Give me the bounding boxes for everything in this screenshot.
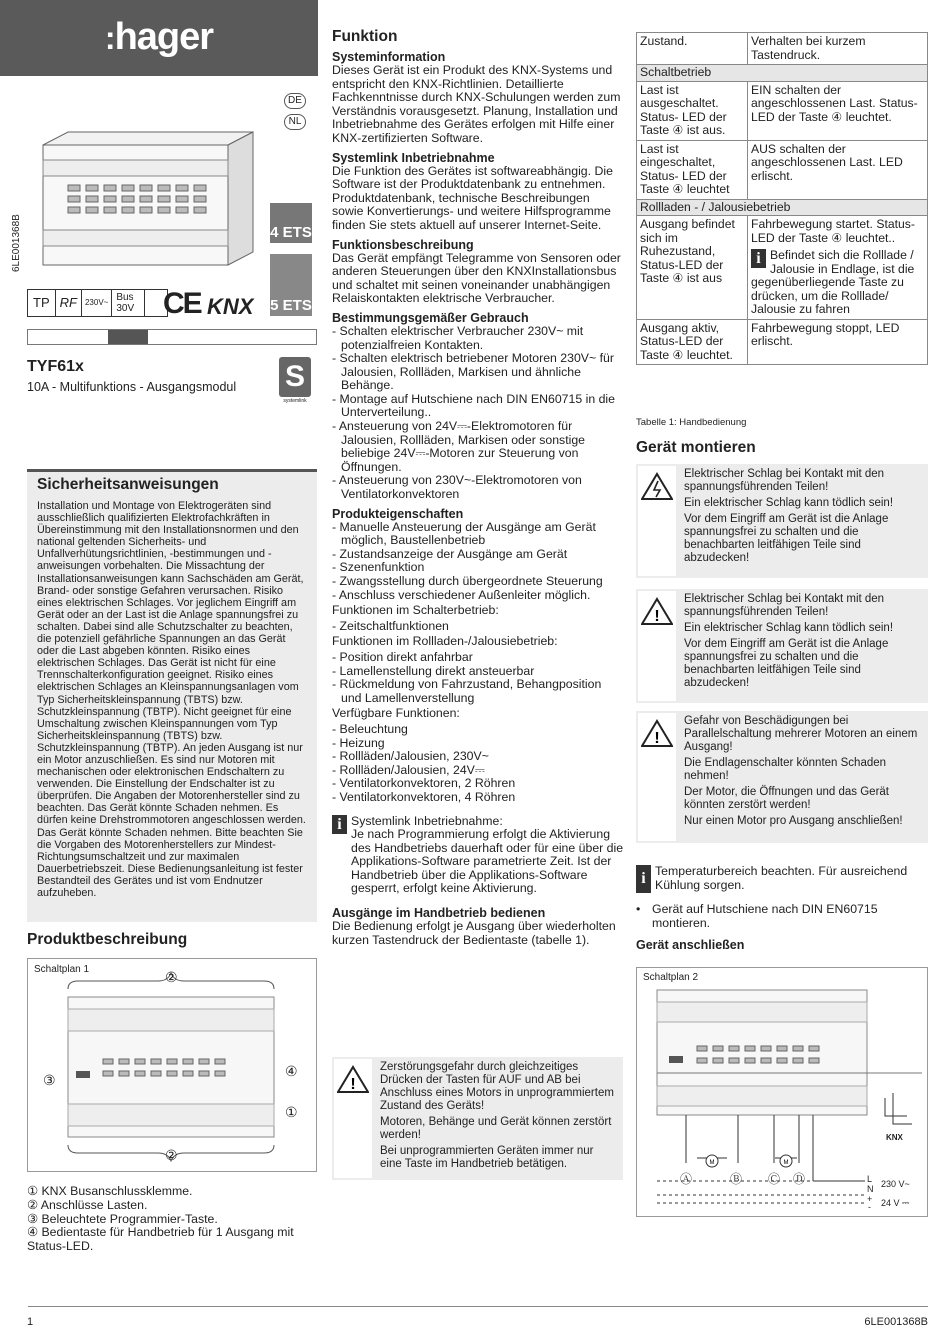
schaltplan-1-drawing: [28, 959, 316, 1171]
warning-line: Bei unprogrammierten Geräten immer nur eine Taste im Handbetrieb betätigen.: [380, 1145, 594, 1170]
systeminfo-text: Dieses Gerät ist ein Produkt des KNX-Systems und entspricht den KNX-Richtlinien. Detaillierte Fachkenntnisse durch KNX-Schulungen werden zum Verständnis vorausgesetzt. Planung, Installation und Inbetriebnahme des Gerätes erfolgen mit Hilfe einer KNX-zertifizierten Software.: [332, 63, 621, 145]
warning-line: Elektrischer Schlag bei Kontakt mit den spannungsführenden Teilen!: [684, 468, 885, 493]
list-item: - Ansteuerung von 230V~-Elektromotoren von Ventilatorkonvektoren: [332, 474, 624, 501]
line-n-label: N: [867, 1184, 874, 1194]
vertical-doc-code: 6LE001368B: [11, 214, 22, 272]
schaltplan-1-label: Schaltplan 1: [34, 964, 90, 975]
label-bar: [27, 329, 317, 345]
ets4-badge: 4 ETS: [270, 203, 312, 243]
list-item: - Ansteuerung von 24V⎓-Elektromotoren für Jalousien, Rollläden, Markisen oder sonstige beliebige 24V⎓-Motoren zur Steuerung von Öffnungen.: [332, 420, 624, 474]
list-item: - Montage auf Hutschiene nach DIN EN60715 in die Unterverteilung..: [332, 393, 624, 420]
funktionsbeschreibung-text: Das Gerät empfängt Telegramme von Sensoren oder anderen Steuerungen über den KNXInstallationsbus und schaltet mit seinen voneinander unabhängigen Relaiskontakten elektrische Verbraucher.: [332, 250, 621, 306]
legend-list: [27, 1185, 317, 1254]
footer-divider: [28, 1306, 928, 1307]
footer-doc-code: 6LE001368B: [864, 1316, 928, 1328]
rollladen-list: [332, 651, 624, 705]
knx-logo: KNX: [207, 294, 254, 319]
table-cell: Ausgang aktiv, Status-LED der Taste ④ leuchtet.: [637, 319, 748, 365]
systemlink-info-note: [332, 815, 624, 897]
warning-line: Motoren, Behänge und Gerät können zerstört werden!: [380, 1116, 612, 1141]
eigenschaften-list: [332, 521, 624, 603]
schaltplan-2: [636, 967, 928, 1217]
table-group-label: Rollladen - / Jalousiebetrieb: [637, 199, 928, 216]
warning-triangle-icon: [641, 597, 673, 625]
handbetrieb-text: Die Bedienung erfolgt je Ausgang über wiederholten kurzen Tastendruck der Bedientaste (tabelle 1).: [332, 919, 616, 947]
warning-line: Ein elektrischer Schlag kann tödlich sein!: [684, 622, 894, 634]
table-info-note: [751, 249, 924, 317]
lang-badge-de: DE: [284, 93, 306, 109]
systeminfo-title: Systeminformation: [332, 50, 446, 64]
table-caption: Tabelle 1: Handbedienung: [636, 417, 747, 428]
temperature-info-text: Temperaturbereich beachten. Für ausreichend Kühlung sorgen.: [655, 864, 908, 892]
ce-mark: CE: [163, 287, 201, 320]
warning-triangle-icon: [337, 1065, 369, 1093]
table-cell: Zustand.: [637, 33, 748, 65]
destruction-warning: [332, 1057, 623, 1180]
rf-badge: RF: [56, 290, 82, 316]
list-item: - Zwangsstellung durch übergeordnete Steuerung: [332, 575, 624, 589]
warning-line: Vor dem Eingriff am Gerät ist die Anlage spannungsfrei zu schalten und die benachbarten leitfähigen Teile sind abzudecken!: [684, 513, 889, 564]
list-item: - Rückmeldung von Fahrzustand, Behangposition und Lamellenverstellung: [332, 678, 624, 705]
svg-text:!: !: [654, 730, 660, 747]
bus-badge: Bus 30V: [112, 290, 145, 316]
warning-line: Gefahr von Beschädigungen bei Parallelschaltung mehrerer Motoren an einem Ausgang!: [684, 715, 918, 753]
svg-text:M: M: [783, 1160, 789, 1166]
terminal-d-label: Ⓓ: [793, 1172, 806, 1186]
lang-badge-nl: NL: [284, 114, 306, 130]
line-l-label: L: [867, 1174, 873, 1184]
list-item: - Szenenfunktion: [332, 561, 624, 575]
table-cell: AUS schalten der angeschlossenen Last. LED erlischt.: [748, 140, 928, 199]
table-cell: Fahrbewegung stoppt, LED erlischt.: [748, 319, 928, 365]
voltage-badge: 230V~: [82, 290, 112, 316]
table-info-text: Befindet sich die Rolllade / Jalousie in Endlage, ist die gegenüberliegende Taste zu drücken, um die Rolllade/ Jalousie zu fahren: [751, 248, 915, 316]
table-group-row: [637, 65, 928, 82]
list-item: - Ventilatorkonvektoren, 4 Röhren: [332, 791, 624, 805]
callout-3: ③: [43, 1072, 56, 1088]
svg-text:M: M: [709, 1160, 715, 1166]
info-icon: i: [332, 815, 347, 834]
info-icon: i: [636, 865, 651, 893]
list-item: - Beleuchtung: [332, 723, 624, 737]
systemlink-label: systemlink: [283, 398, 307, 404]
schalter-list: [332, 620, 624, 634]
safety-box: [27, 469, 317, 922]
shock-warning-2: [636, 589, 928, 703]
table-row: [637, 33, 928, 65]
safety-title: Sicherheitsanweisungen: [37, 476, 219, 493]
warning-line: Der Motor, die Öffnungen und das Gerät könnten zerstört werden!: [684, 786, 889, 811]
list-item: - Lamellenstellung direkt ansteuerbar: [332, 665, 624, 679]
ets5-badge: 5 ETS: [270, 254, 312, 316]
callout-1: ①: [285, 1104, 298, 1120]
temperature-info-note: [636, 865, 928, 893]
table-row: [637, 319, 928, 365]
knx-bus-label: KNX: [886, 1133, 903, 1142]
supply-24v-label: 24 V ⎓: [881, 1198, 910, 1208]
legend-item: ② Anschlüsse Lasten.: [27, 1197, 148, 1212]
list-item: - Manuelle Ansteuerung der Ausgänge am Gerät möglich, Baustellenbetrieb: [332, 521, 624, 548]
info-text: Je nach Programmierung erfolgt die Aktivierung des Handbetriebs dauerhaft oder für eine über die Applikations-Software parametrierte Zeit. Ist der Handbetrieb über die Applikations-Software gesperrt, erfolgt keine Aktivierung.: [351, 827, 624, 896]
table-cell: [748, 216, 928, 320]
warning-line: Ein elektrischer Schlag kann tödlich sein!: [684, 497, 894, 509]
info-title: Systemlink Inbetriebnahme:: [351, 813, 503, 828]
din-rail-bullet: • Gerät auf Hutschiene nach DIN EN60715 montieren.: [636, 903, 928, 930]
product-name: TYF61x: [27, 358, 84, 375]
handbedienung-table: [636, 32, 928, 365]
legend-item: ③ Beleuchtete Programmier-Taste.: [27, 1211, 218, 1226]
table-group-label: Schaltbetrieb: [637, 65, 928, 82]
legend-item: ④ Bedientaste für Handbetrieb für 1 Ausgang mit Status-LED.: [27, 1225, 294, 1254]
list-item: - Anschluss verschiedener Außenleiter möglich.: [332, 589, 624, 603]
warning-line: Vor dem Eingriff am Gerät ist die Anlage spannungsfrei zu schalten und die benachbarten leitfähigen Teile sind abzudecken!: [684, 638, 889, 689]
funktion-column: [332, 28, 624, 947]
minus-label: -: [868, 1202, 871, 1212]
montieren-title: Gerät montieren: [636, 439, 756, 456]
warning-line: Zerstörungsgefahr durch gleichzeitiges Drücken der Tasten für AUF und AB bei Anschluss eines Motors in unprogrammiertem Zustand des Geräts!: [380, 1061, 614, 1112]
plus-label: +: [867, 1194, 873, 1204]
table-cell: EIN schalten der angeschlossenen Last. Status- LED der Taste ④ leuchtet.: [748, 81, 928, 140]
gebrauch-title: Bestimmungsgemäßer Gebrauch: [332, 310, 529, 325]
table-cell: Last ist eingeschaltet, Status- LED der Taste ④ leuchtet: [637, 140, 748, 199]
schaltplan-1: [27, 958, 317, 1172]
eigenschaften-title: Produkteigenschaften: [332, 506, 464, 521]
list-item: - Heizung: [332, 737, 624, 751]
electric-shock-icon: [641, 472, 673, 500]
terminal-a-label: Ⓐ: [680, 1172, 693, 1186]
systemlink-logo: S: [279, 357, 311, 397]
callout-4: ④: [285, 1063, 298, 1079]
list-item: - Zeitschaltfunktionen: [332, 620, 624, 634]
verfuegbar-list: [332, 723, 624, 805]
bullet-text: Gerät auf Hutschiene nach DIN EN60715 montieren.: [652, 902, 878, 930]
list-item: - Schalten elektrischer Verbraucher 230V~ mit potenzialfreien Kontakten.: [332, 325, 624, 352]
legend-item: ① KNX Busanschlussklemme.: [27, 1184, 193, 1198]
terminal-b-label: Ⓑ: [730, 1172, 743, 1186]
list-item: - Rollläden/Jalousien, 230V~: [332, 750, 624, 764]
info-icon: i: [751, 249, 766, 268]
list-item: - Schalten elektrisch betriebener Motoren 230V~ für Jalousien, Rollläden, Markisen und ähnliche Behänge.: [332, 352, 624, 393]
svg-text:!: !: [654, 608, 660, 625]
safety-text: Installation und Montage von Elektrogeräten sind ausschließlich qualifizierten Elektrofachkräften in Übereinstimmung mit den Installationsnormen und den national geltenden Sicherheits- und Unfallverhütungsrichtlinien, -bestimmungen und -anweisungen vorbehalten. Die Missachtung der Installationsanweisungen kann Sachschäden am Gerät, Brand- oder sonstige Gefahren verursachen. Risiko eines elektrischen Schlages. Vor jeglichem Eingriff am Gerät oder an der Last ist die Anlage spannungsfrei zu schalten. Dabei sind alle Schutzschalter zu beachten, die potenziell gefährliche Spannungen an das Gerät oder die Last abgeben könnten. Risiko eines elektrischen Schlages. Das Gerät ist nicht für eine Trennschalterkonfiguration geeignet. Risiko eines elektrischen Schlages an Kleinspannungsanlagen vom Typ Sicherheitskleinspannung (TBTS) bzw. Schutzkleinspannung (TBTP). Nicht geeignet für eine Umschaltung zwischen Kleinspannungen vom Typ Sicherheitskleinspannung (TBTS) bzw. Schutzkleinspannung (TBTP). An jeden Ausgang ist nur ein Motor anzuschließen. Es sind nur Motoren mit mechanischen oder elektronischen Endschaltern zu verwenden. Die Einstellung der Endschalter ist zu überprüfen. Die Angaben der Motorenhersteller sind zu beachten. Das Gerät könnte Schaden nehmen. Es dürfen keine Drehstrommotoren angeschlossen werden. Das Gerät könnte Schaden nehmen. Bitte beachten Sie die Vorgaben des Motorenherstellers zur Mindest-Richtungsumschaltzeit und zur maximalen Dauerbetriebszeit. Diese Bedienungsanleitung ist fester Bestandteil des Gerätes und ist vom Endnutzer aufzuheben.: [37, 500, 306, 899]
schalter-label: Funktionen im Schalterbetrieb:: [332, 603, 499, 618]
systemlink-title: Systemlink Inbetriebnahme: [332, 150, 495, 165]
list-item: - Zustandsanzeige der Ausgänge am Gerät: [332, 548, 624, 562]
callout-2-top: ②: [165, 969, 178, 985]
table-cell-text: Fahrbewegung startet. Status-LED der Taste ④ leuchtet..: [751, 217, 915, 245]
warning-line: Nur einen Motor pro Ausgang anschließen!: [684, 815, 903, 827]
systemlink-text: Die Funktion des Gerätes ist softwareabhängig. Die Software ist der Produktdatenbank zu entnehmen. Produktdatenbank, technische Beschreibungen sowie Konvertierungs- und weitere Hilfsprogramme finden Sie stets aktuell auf unserer Internet-Seite.: [332, 163, 613, 232]
table-cell: Verhalten bei kurzem Tastendruck.: [748, 33, 928, 65]
table-row: [637, 81, 928, 140]
spec-badges: [27, 289, 168, 317]
table-cell: Ausgang befindet sich im Ruhezustand, Status-LED der Taste ④ ist aus: [637, 216, 748, 320]
funktionsbeschreibung-title: Funktionsbeschreibung: [332, 237, 474, 252]
hager-logo: :hager: [104, 16, 214, 58]
list-item: - Position direkt anfahrbar: [332, 651, 624, 665]
table-cell: Last ist ausgeschaltet. Status- LED der Taste ④ ist aus.: [637, 81, 748, 140]
table-row: [637, 140, 928, 199]
warning-triangle-icon: [641, 719, 673, 747]
terminal-c-label: Ⓒ: [768, 1172, 781, 1186]
handbetrieb-title: Ausgänge im Handbetrieb bedienen: [332, 906, 546, 921]
shock-warning-1: [636, 464, 928, 578]
produktbeschreibung-title: Produktbeschreibung: [27, 931, 188, 948]
page-number: 1: [27, 1316, 34, 1328]
funktion-title: Funktion: [332, 28, 398, 45]
svg-text:!: !: [350, 1076, 356, 1093]
product-description: 10A - Multifunktions - Ausgangsmodul: [27, 380, 237, 394]
warning-line: Die Endlagenschalter könnten Schaden nehmen!: [684, 757, 887, 782]
list-item: - Ventilatorkonvektoren, 2 Röhren: [332, 777, 624, 791]
motor-damage-warning: [636, 711, 928, 843]
callout-2-bottom: ②: [165, 1147, 178, 1163]
list-item: - Rollläden/Jalousien, 24V⎓: [332, 764, 624, 778]
anschliessen-title: Gerät anschließen: [636, 938, 745, 952]
rollladen-label: Funktionen im Rollladen-/Jalousiebetrieb:: [332, 634, 558, 649]
gebrauch-list: [332, 325, 624, 502]
tp-badge: TP: [28, 290, 56, 316]
supply-230v-label: 230 V~: [881, 1179, 910, 1189]
device-illustration: [38, 130, 260, 270]
table-row: [637, 216, 928, 320]
schaltplan-2-label: Schaltplan 2: [643, 972, 699, 983]
table-group-row: [637, 199, 928, 216]
warning-line: Elektrischer Schlag bei Kontakt mit den spannungsführenden Teilen!: [684, 593, 885, 618]
verfuegbar-label: Verfügbare Funktionen:: [332, 706, 460, 721]
